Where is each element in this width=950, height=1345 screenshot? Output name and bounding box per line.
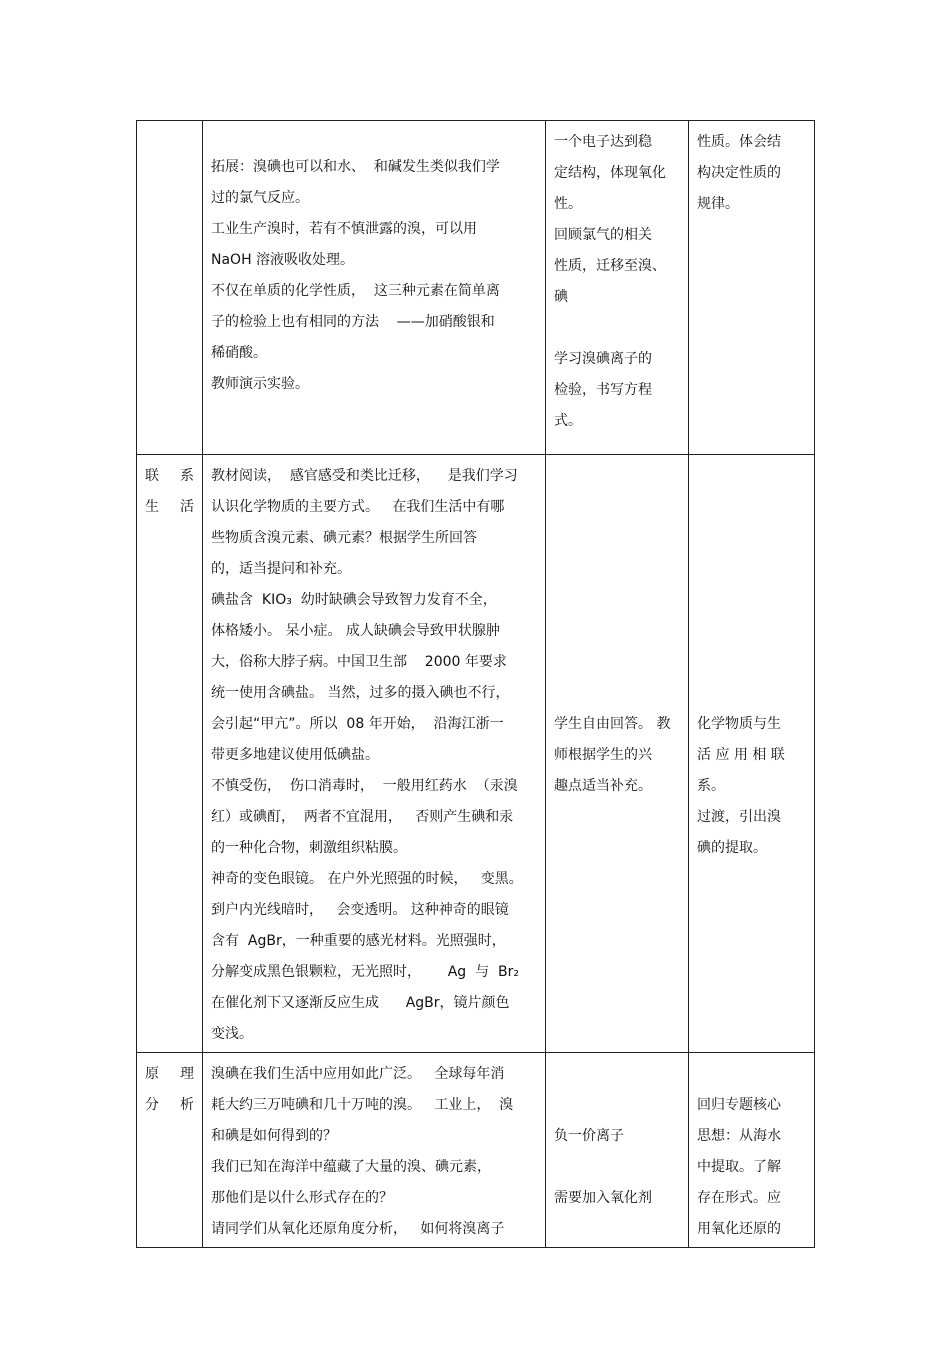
content-line: 会引起“甲亢”。所以 08 年开始， 沿海江浙一 <box>211 716 504 732</box>
content-line: 过的氯气反应。 <box>211 190 309 206</box>
design-intent-cell <box>689 121 815 455</box>
intent-line: 规律。 <box>697 196 739 212</box>
content-line: 溴碘在我们生活中应用如此广泛。 全球每年消 <box>211 1066 505 1082</box>
content-line: 统一使用含碘盐。 当然，过多的摄入碘也不行， <box>211 685 510 701</box>
intent-line: 构决定性质的 <box>697 165 781 181</box>
stage-label: 原 理 <box>145 1066 194 1082</box>
stage-label: 生 活 <box>145 499 194 515</box>
content-line: 带更多地建议使用低碘盐。 <box>211 747 379 763</box>
intent-line: 回归专题核心 <box>697 1097 781 1113</box>
student-line: 式。 <box>554 413 582 429</box>
student-activity-cell <box>546 121 689 455</box>
teacher-activity-cell <box>203 1053 546 1248</box>
student-line: 性质，迁移至溴、 <box>554 258 666 274</box>
content-line: 红）或碘酊， 两者不宜混用， 否则产生碘和汞 <box>211 809 514 825</box>
stage-cell <box>137 1053 203 1248</box>
intent-line: 活 应 用 相 联 <box>697 747 785 763</box>
teacher-activity-cell <box>203 121 546 455</box>
content-line: NaOH 溶液吸收处理。 <box>211 252 355 268</box>
student-line: 负一价离子 <box>554 1128 624 1144</box>
student-line: 性。 <box>554 196 582 212</box>
content-line: 和碘是如何得到的？ <box>211 1128 337 1144</box>
intent-line: 中提取。了解 <box>697 1159 781 1175</box>
design-intent-cell <box>689 1053 815 1248</box>
stage-cell <box>137 455 203 1053</box>
stage-label: 分 析 <box>145 1097 194 1113</box>
content-line: 到户内光线暗时， 会变透明。 这种神奇的眼镜 <box>211 902 509 918</box>
student-activity-cell <box>546 455 689 1053</box>
student-line: 定结构，体现氧化 <box>554 165 666 181</box>
intent-line: 思想：从海水 <box>697 1128 781 1144</box>
design-intent-cell <box>689 455 815 1053</box>
content-line: 教师演示实验。 <box>211 376 309 392</box>
content-line: 碘盐含 KIO₃ 幼时缺碘会导致智力发育不全， <box>211 592 497 608</box>
student-activity-cell <box>546 1053 689 1248</box>
content-line: 教材阅读， 感官感受和类比迁移， 是我们学习 <box>211 468 518 484</box>
content-line: 稀硝酸。 <box>211 345 267 361</box>
content-line: 耗大约三万吨碘和几十万吨的溴。 工业上， 溴 <box>211 1097 514 1113</box>
table-row <box>137 121 815 455</box>
student-line: 趣点适当补充。 <box>554 778 652 794</box>
table-row <box>137 455 815 1053</box>
table-row <box>137 1053 815 1248</box>
content-line: 大，俗称大脖子病。中国卫生部 2000 年要求 <box>211 654 507 670</box>
lesson-plan-table <box>136 120 815 1248</box>
content-line: 请同学们从氧化还原角度分析， 如何将溴离子 <box>211 1221 505 1237</box>
intent-line: 用氧化还原的 <box>697 1221 781 1237</box>
intent-line: 存在形式。应 <box>697 1190 781 1206</box>
content-line: 子的检验上也有相同的方法 ——加硝酸银和 <box>211 314 495 330</box>
content-line: 些物质含溴元素、碘元素？根据学生所回答 <box>211 530 477 546</box>
student-line: 师根据学生的兴 <box>554 747 652 763</box>
student-line: 一个电子达到稳 <box>554 134 652 150</box>
content-line: 工业生产溴时，若有不慎泄露的溴，可以用 <box>211 221 477 237</box>
stage-cell <box>137 121 203 455</box>
student-line: 回顾氯气的相关 <box>554 227 652 243</box>
intent-line: 过渡，引出溴 <box>697 809 781 825</box>
student-line <box>554 313 680 344</box>
student-line: 检验，书写方程 <box>554 382 652 398</box>
intent-line: 碘的提取。 <box>697 840 767 856</box>
student-line: 需要加入氧化剂 <box>554 1190 652 1206</box>
content-line: 认识化学物质的主要方式。 在我们生活中有哪 <box>211 499 505 515</box>
content-line: 的一种化合物，刺激组织粘膜。 <box>211 840 407 856</box>
student-line: 碘 <box>554 289 568 305</box>
content-line: 在催化剂下又逐渐反应生成 AgBr，镜片颜色 <box>211 995 510 1011</box>
intent-line: 性质。体会结 <box>697 134 781 150</box>
content-line: 我们已知在海洋中蕴藏了大量的溴、碘元素， <box>211 1159 491 1175</box>
content-line: 的，适当提问和补充。 <box>211 561 351 577</box>
content-line: 含有 AgBr，一种重要的感光材料。光照强时， <box>211 933 506 949</box>
intent-line: 系。 <box>697 778 725 794</box>
content-line: 拓展：溴碘也可以和水、 和碱发生类似我们学 <box>211 159 500 175</box>
student-line: 学习溴碘离子的 <box>554 351 652 367</box>
student-line: 学生自由回答。 教 <box>554 716 671 732</box>
teacher-activity-cell <box>203 455 546 1053</box>
content-line: 不仅在单质的化学性质， 这三种元素在简单离 <box>211 283 500 299</box>
content-line: 分解变成黑色银颗粒，无光照时， Ag 与 Br₂ <box>211 964 519 980</box>
content-line: 神奇的变色眼镜。 在户外光照强的时候， 变黑。 <box>211 871 523 887</box>
content-line: 那他们是以什么形式存在的？ <box>211 1190 393 1206</box>
stage-label: 联 系 <box>145 468 194 484</box>
content-line: 变浅。 <box>211 1026 253 1042</box>
content-line: 不慎受伤， 伤口消毒时， 一般用红药水 （汞溴 <box>211 778 518 794</box>
intent-line: 化学物质与生 <box>697 716 781 732</box>
content-line: 体格矮小。 呆小症。 成人缺碘会导致甲状腺肿 <box>211 623 500 639</box>
